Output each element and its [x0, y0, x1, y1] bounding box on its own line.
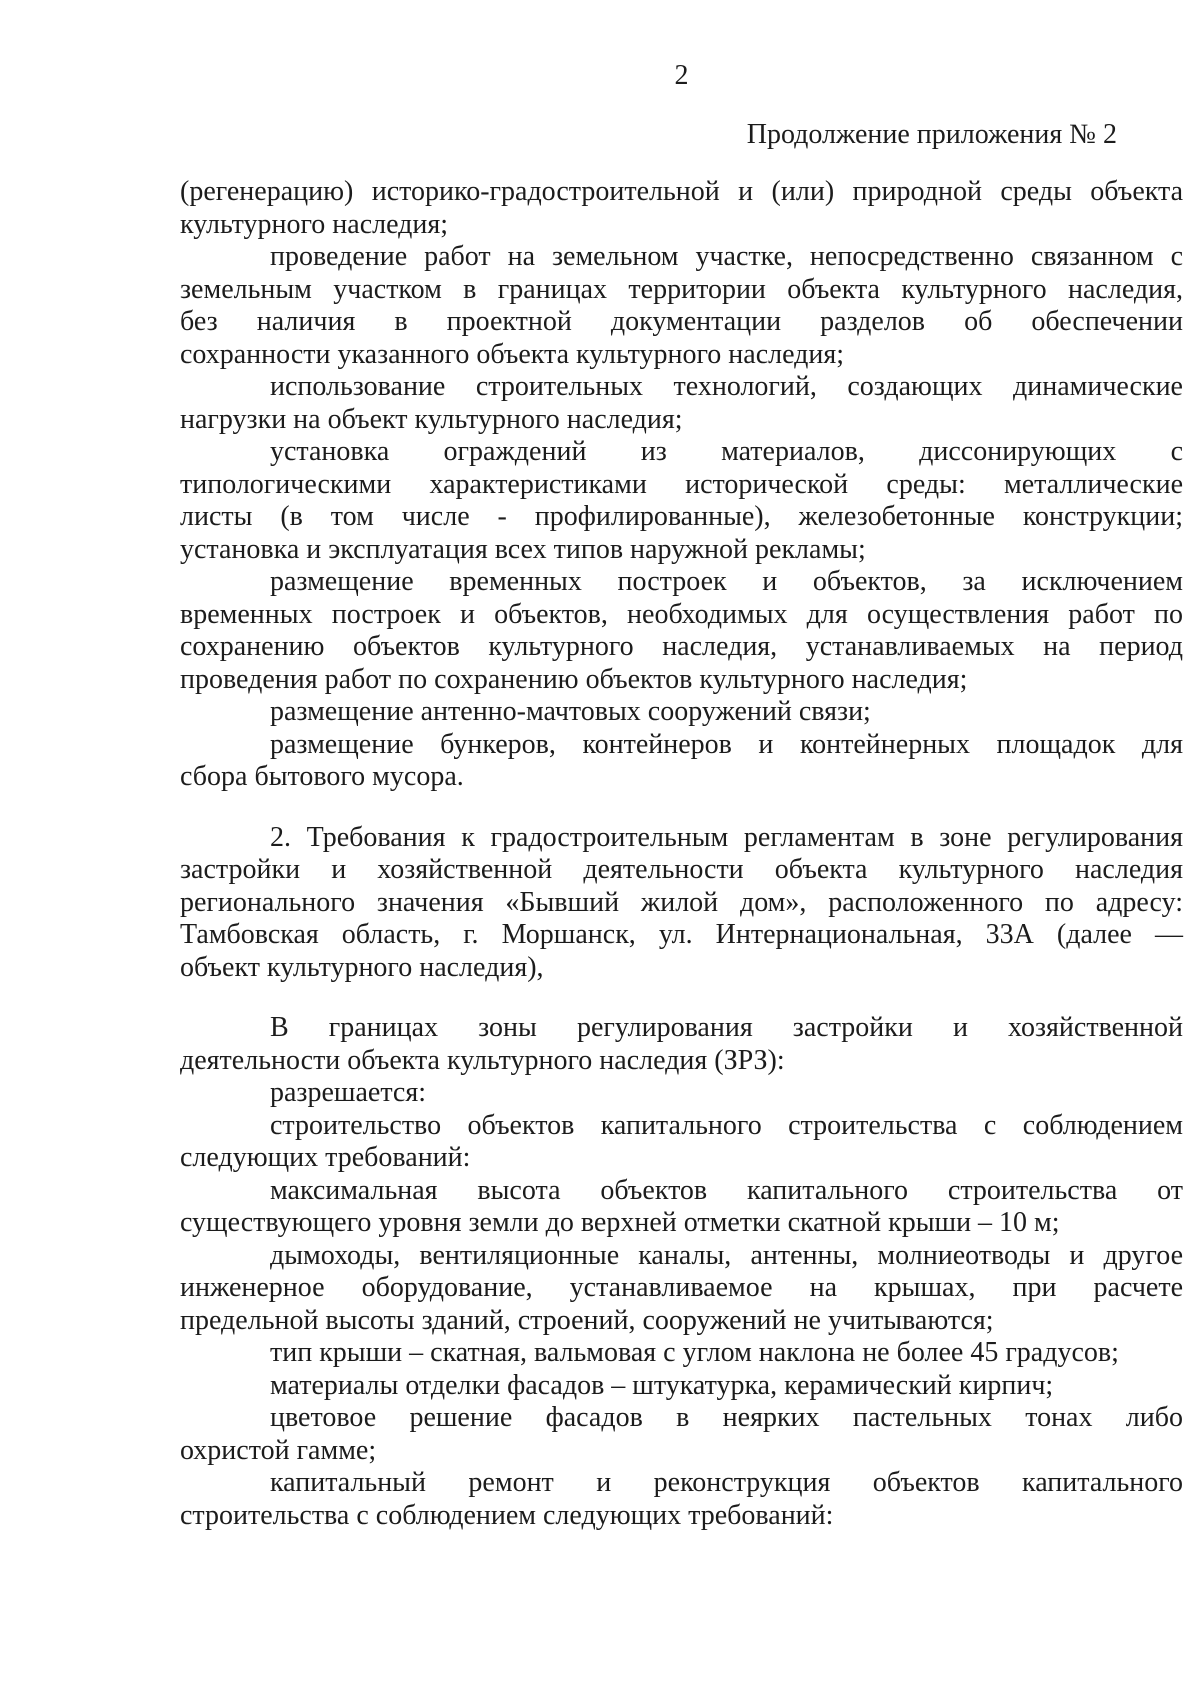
- paragraph: [180, 1175, 1183, 1240]
- text-line: деятельности объекта культурного наследия (ЗРЗ):: [180, 1044, 785, 1076]
- text-line: Тамбовская область, г. Моршанск, ул. Интернациональная, 33А (далее —: [180, 919, 1183, 950]
- text-line: (регенерацию) историко-градостроительной и (или) природной среды объекта: [180, 176, 1183, 207]
- text-line: цветовое решение фасадов в неярких пастельных тонах либо: [270, 1402, 1183, 1433]
- text-line: типологическими характеристиками исторической среды: металлические: [180, 468, 1183, 500]
- text-line: установка и эксплуатация всех типов наружной рекламы;: [180, 533, 866, 565]
- paragraph: [180, 436, 1183, 566]
- text-line: застройки и хозяйственной деятельности объекта культурного наследия: [180, 854, 1183, 885]
- text-line: объект культурного наследия),: [180, 951, 544, 983]
- text-line: предельной высоты зданий, строений, сооружений не учитываются;: [180, 1304, 994, 1336]
- text-line: размещение антенно-мачтовых сооружений связи;: [270, 696, 871, 727]
- text-line: строительство объектов капитального строительства с соблюдением: [270, 1109, 1183, 1141]
- text-line: размещение бункеров, контейнеров и контейнерных площадок для: [270, 728, 1183, 760]
- text-line: В границах зоны регулирования застройки и хозяйственной: [270, 1012, 1183, 1043]
- text-line: культурного наследия;: [180, 208, 449, 240]
- paragraph: [180, 1467, 1183, 1532]
- text-line: сбора бытового мусора.: [180, 761, 464, 792]
- text-line: капитальный ремонт и реконструкция объектов капитального: [270, 1467, 1183, 1498]
- text-line: строительства с соблюдением следующих требований:: [180, 1499, 834, 1531]
- text-line: сохранности указанного объекта культурного наследия;: [180, 338, 845, 370]
- paragraph: [180, 176, 1183, 241]
- text-line: размещение временных построек и объектов, за исключением: [270, 566, 1183, 597]
- content-column: [180, 0, 1183, 1532]
- text-line: проведение работ на земельном участке, непосредственно связанном с: [270, 241, 1183, 272]
- page-number: 2: [674, 60, 689, 91]
- text-line: дымоходы, вентиляционные каналы, антенны, молниеотводы и другое: [270, 1239, 1183, 1271]
- text-line: максимальная высота объектов капитального строительства от: [270, 1174, 1183, 1206]
- text-line: инженерное оборудование, устанавливаемое на крышах, при расчете: [180, 1272, 1183, 1303]
- text-line: регионального значения «Бывший жилой дом», расположенного по адресу:: [180, 886, 1183, 918]
- appendix-continuation-header: Продолжение приложения № 2: [746, 118, 1117, 150]
- text-line: проведения работ по сохранению объектов культурного наследия;: [180, 663, 968, 695]
- text-line: тип крыши – скатная, вальмовая с углом наклона не более 45 градусов;: [270, 1337, 1119, 1368]
- paragraph: [180, 241, 1183, 371]
- paragraph: [180, 1240, 1183, 1338]
- paragraph: [180, 729, 1183, 794]
- text-line: без наличия в проектной документации разделов об обеспечении: [180, 306, 1183, 337]
- text-line: разрешается:: [270, 1077, 426, 1108]
- text-line: использование строительных технологий, создающих динамические: [270, 371, 1183, 402]
- paragraph: [180, 1077, 1183, 1110]
- text-line: нагрузки на объект культурного наследия;: [180, 403, 683, 435]
- paragraph: [180, 566, 1183, 696]
- paragraph: [180, 1012, 1183, 1077]
- paragraph: [180, 1110, 1183, 1175]
- text-line: листы (в том числе - профилированные), железобетонные конструкции;: [180, 501, 1183, 532]
- paragraph: [180, 1337, 1183, 1370]
- text-line: материалы отделки фасадов – штукатурка, керамический кирпич;: [270, 1369, 1054, 1401]
- text-line: установка ограждений из материалов, диссонирующих с: [270, 436, 1183, 467]
- paragraph: [180, 1370, 1183, 1403]
- text-line: охристой гамме;: [180, 1434, 377, 1466]
- paragraph: [180, 371, 1183, 436]
- paragraph: [180, 822, 1183, 985]
- text-line: сохранению объектов культурного наследия, устанавливаемых на период: [180, 631, 1183, 662]
- text-line: 2. Требования к градостроительным регламентам в зоне регулирования: [270, 821, 1183, 853]
- text-line: следующих требований:: [180, 1142, 471, 1173]
- paragraph: [180, 696, 1183, 729]
- text-line: существующего уровня земли до верхней отметки скатной крыши – 10 м;: [180, 1207, 1060, 1238]
- text-line: временных построек и объектов, необходимых для осуществления работ по: [180, 598, 1183, 630]
- paragraph: [180, 1402, 1183, 1467]
- document-body: [180, 176, 1183, 1532]
- text-line: земельным участком в границах территории объекта культурного наследия,: [180, 273, 1183, 305]
